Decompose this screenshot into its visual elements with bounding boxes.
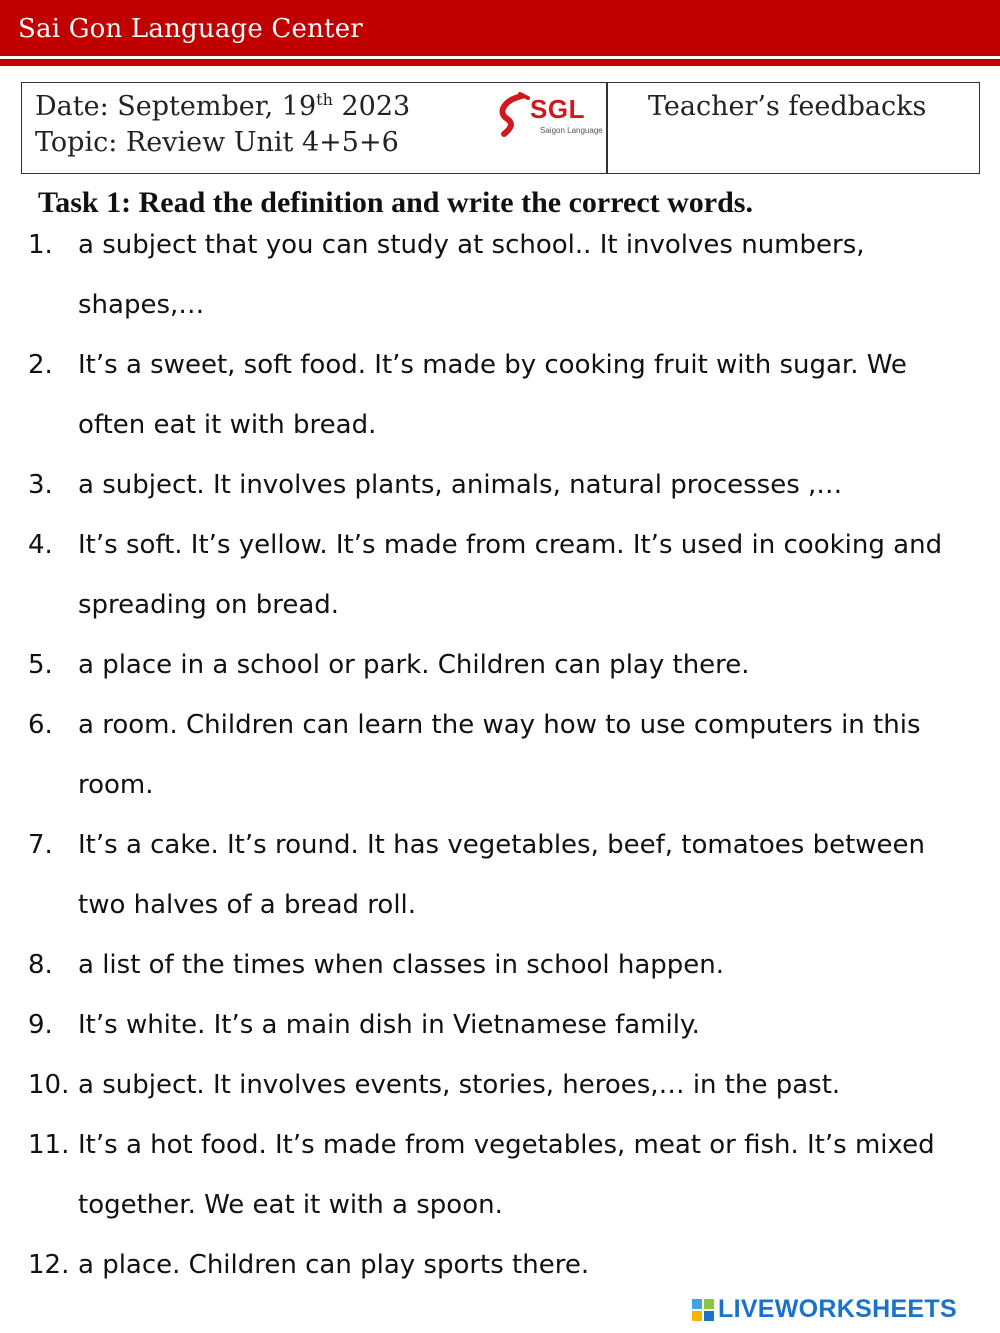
item-text-line: a subject that you can study at school.. It involves numbers, [78,230,865,260]
lesson-date [35,91,410,122]
header-bar [0,0,1000,56]
item-text-line: It’s a hot food. It’s made from vegetables, meat or fish. It’s mixed [78,1130,935,1160]
item-number: 8. [28,950,53,980]
item-number: 6. [28,710,53,740]
teacher-feedback-label: Teacher’s feedbacks [648,91,927,122]
item-text-line: a room. Children can learn the way how to use computers in this [78,710,921,740]
item-number: 11. [28,1130,70,1160]
sgl-logo-subtext: Saigon Language [540,126,603,135]
item-text-line: room. [78,770,154,800]
item-number: 4. [28,530,53,560]
item-text-line: It’s white. It’s a main dish in Vietnamese family. [78,1010,700,1040]
lesson-date-ordinal: th [316,90,333,109]
item-number: 1. [28,230,53,260]
item-text-line: often eat it with bread. [78,410,377,440]
item-text-line: a subject. It involves plants, animals, natural processes ,… [78,470,843,500]
sgl-swoosh-icon [492,90,532,140]
task-title: Task 1: Read the definition and write the correct words. [38,186,753,219]
item-text-line: It’s a cake. It’s round. It has vegetables, beef, tomatoes between [78,830,926,860]
item-text-line: a list of the times when classes in school happen. [78,950,725,980]
item-number: 3. [28,470,53,500]
item-text-line: It’s a sweet, soft food. It’s made by cooking fruit with sugar. We [78,350,907,380]
item-number: 2. [28,350,53,380]
item-text-line: a subject. It involves events, stories, heroes,… in the past. [78,1070,841,1100]
item-text-line: two halves of a bread roll. [78,890,417,920]
item-number: 7. [28,830,53,860]
item-text-line: together. We eat it with a spoon. [78,1190,503,1220]
lesson-date-year: 2023 [332,91,411,122]
lesson-topic: Topic: Review Unit 4+5+6 [35,127,399,158]
header-rule [0,59,1000,66]
item-number: 5. [28,650,53,680]
item-number: 10. [28,1070,70,1100]
liveworksheets-logo-icon [692,1299,714,1321]
liveworksheets-brand: LIVEWORKSHEETS [718,1295,957,1323]
item-text-line: a place. Children can play sports there. [78,1250,590,1280]
sgl-logo [492,90,608,140]
item-text-line: shapes,… [78,290,205,320]
sgl-logo-text: SGL [530,94,585,124]
item-text-line: a place in a school or park. Children can play there. [78,650,750,680]
item-number: 9. [28,1010,53,1040]
center-name: Sai Gon Language Center [18,14,363,44]
lesson-date-main: Date: September, 19 [35,91,317,122]
item-number: 12. [28,1250,70,1280]
item-text-line: It’s soft. It’s yellow. It’s made from cream. It’s used in cooking and [78,530,943,560]
item-text-line: spreading on bread. [78,590,340,620]
